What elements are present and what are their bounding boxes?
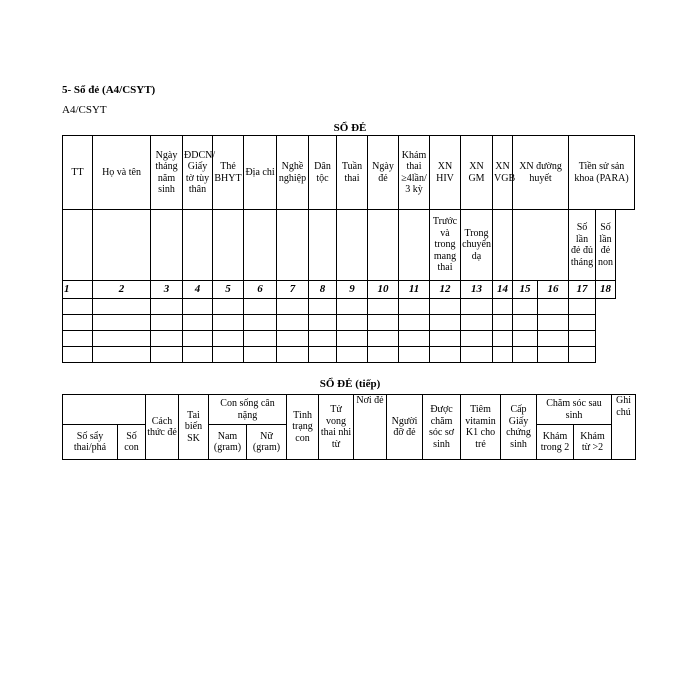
col-number: 2 [93, 281, 151, 299]
col-number: 9 [337, 281, 368, 299]
column-number-row [63, 281, 635, 299]
col-number: 1 [63, 281, 93, 299]
col-kham-thai: Khám thai ≥4lần/ 3 kỳ [399, 136, 430, 210]
col-number: 17 [569, 281, 596, 299]
col-number: 16 [538, 281, 569, 299]
birth-register-table [62, 135, 635, 363]
col-number: 18 [596, 281, 616, 299]
col-so-con: Số con [118, 425, 146, 460]
col-tai-bien: Tai biến SK [179, 395, 209, 460]
col-so-lan-de-non: Số lần đẻ non [596, 210, 616, 281]
col-xn-gm: XN GM [461, 136, 493, 210]
col-xn-duong-huyet: XN đường huyết [513, 136, 569, 210]
section-heading: 5- Sổ đẻ (A4/CSYT) [62, 84, 156, 96]
col-truoc-trong: Trước và trong mang thai [430, 210, 461, 281]
form-code: A4/CSYT [62, 104, 107, 116]
col-tiem-vitamin: Tiêm vitamin K1 cho trẻ [461, 395, 501, 460]
col-trong-chuyen-da: Trong chuyển dạ [461, 210, 493, 281]
col-dia-chi: Địa chỉ [244, 136, 277, 210]
col-cap-giay: Cấp Giấy chứng sinh [501, 395, 537, 460]
col-nghe-nghiep: Nghề nghiệp [277, 136, 309, 210]
col-ghi-chu: Ghi chú [612, 395, 636, 460]
col-nu: Nữ (gram) [247, 425, 287, 460]
col-tinh-trang-con: Tình trạng con [287, 395, 319, 460]
table2-title: SỔ ĐẺ (tiếp) [319, 378, 381, 390]
table-row [63, 331, 635, 347]
col-number: 3 [151, 281, 183, 299]
col-ngay-sinh: Ngày tháng năm sinh [151, 136, 183, 210]
birth-register-continued-table [62, 394, 636, 460]
col-number: 6 [244, 281, 277, 299]
table-row [63, 299, 635, 315]
col-xn-hiv: XN HIV [430, 136, 461, 210]
col-ddcn: ĐDCN/ Giấy tờ tùy thân [183, 136, 213, 210]
col-con-song-can-nang: Con sống cân nặng [209, 395, 287, 425]
col-so-say-thai: Số sẩy thai/phá [63, 425, 118, 460]
col-tt: TT [63, 136, 93, 210]
col-cham-soc-sau-sinh: Chăm sóc sau sinh [537, 395, 612, 425]
col-kham-trong-2: Khám trong 2 [537, 425, 574, 460]
col-number: 14 [493, 281, 513, 299]
col-nam: Nam (gram) [209, 425, 247, 460]
col-nguoi-do-de: Người đỡ đẻ [387, 395, 423, 460]
col-cham-soc-so-sinh: Được chăm sóc sơ sinh [423, 395, 461, 460]
col-number: 12 [430, 281, 461, 299]
col-number: 5 [213, 281, 244, 299]
col-tien-su: Tiền sử sản khoa (PARA) [569, 136, 635, 210]
col-kham-tu-2: Khám từ >2 [574, 425, 612, 460]
table-row [63, 347, 635, 363]
col-tu-vong: Tử vong thai nhi từ [319, 395, 354, 460]
table1-title: SỔ ĐẺ [333, 122, 367, 134]
col-xn-vgb: XN VGB [493, 136, 513, 210]
col-so-lan-de-du-thang: Số lần đẻ đủ tháng [569, 210, 596, 281]
col-number: 4 [183, 281, 213, 299]
col-tuan-thai: Tuần thai [337, 136, 368, 210]
col-number: 11 [399, 281, 430, 299]
table-row [63, 315, 635, 331]
col-number: 13 [461, 281, 493, 299]
col-dan-toc: Dân tộc [309, 136, 337, 210]
col-ngay-de: Ngày đẻ [368, 136, 399, 210]
col-number: 8 [309, 281, 337, 299]
col-number: 15 [513, 281, 538, 299]
col-ho-ten: Họ và tên [93, 136, 151, 210]
col-number: 7 [277, 281, 309, 299]
col-number: 10 [368, 281, 399, 299]
col-noi-de: Nơi đẻ [354, 395, 387, 460]
col-cach-thuc-de: Cách thức đẻ [146, 395, 179, 460]
col-bhyt: Thẻ BHYT [213, 136, 244, 210]
